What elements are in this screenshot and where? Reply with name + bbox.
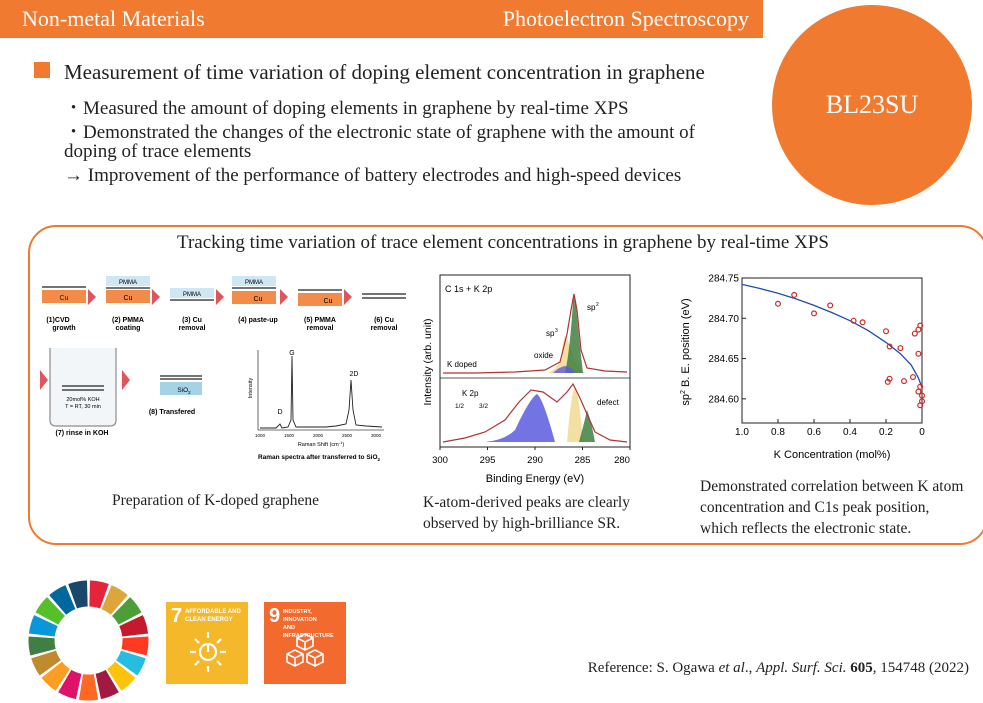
- svg-text:2500: 2500: [341, 433, 353, 438]
- step-4-label: (4) paste-up: [238, 317, 278, 324]
- beamline-label: BL23SU: [825, 90, 919, 119]
- raman-caption: Raman spectra after transferred to SiO$_2$: [257, 454, 381, 462]
- bullet-line-2: ・Demonstrated the changes of the electronic state of graphene with the amount of: [64, 122, 695, 143]
- svg-text:1/2: 1/2: [455, 403, 465, 410]
- chart-axes: [708, 274, 925, 439]
- cubes-icon: [282, 632, 328, 676]
- technique-title: Photoelectron Spectroscopy: [502, 6, 749, 31]
- reference-journal: Appl. Surf. Sci.: [756, 660, 847, 676]
- arrow-1: [88, 289, 96, 305]
- step-5-sample: [298, 290, 342, 306]
- section-title: Non-metal Materials: [22, 6, 205, 31]
- sdg-9-text-1: INDUSTRY, INNOVATION: [283, 609, 317, 623]
- y-tick-label: 284.70: [708, 313, 739, 325]
- preparation-schematic: [36, 270, 416, 470]
- xps-caption-1: K-atom-derived peaks are clearly: [423, 494, 630, 511]
- reference-rest: , 154748 (2022): [872, 660, 969, 676]
- step-3-sample: [170, 288, 214, 300]
- chart-caption-3: which reflects the electronic state.: [700, 520, 912, 537]
- sdg-7-text-1: AFFORDABLE AND: [185, 609, 241, 615]
- data-point: [828, 303, 833, 308]
- arrow-5: [344, 289, 352, 305]
- panel-title: Tracking time variation of trace element concentrations in graphene by real-time XPS: [177, 232, 829, 253]
- preparation-caption: Preparation of K-doped graphene: [112, 492, 320, 509]
- bullet-line-1: ・Measured the amount of doping elements in graphene by real-time XPS: [64, 98, 629, 119]
- k2p-label: K 2p: [462, 389, 479, 398]
- header-left-bar: [0, 0, 420, 38]
- arrow-7: [122, 370, 130, 390]
- concentration-chart: [672, 268, 942, 468]
- svg-text:290: 290: [527, 455, 543, 466]
- step-6-sample: [362, 294, 406, 298]
- step-3-label-2: removal: [178, 325, 206, 332]
- svg-text:G: G: [289, 350, 295, 357]
- data-point: [776, 301, 781, 306]
- data-point: [911, 375, 916, 380]
- svg-text:Intensity: Intensity: [248, 377, 254, 399]
- sp2-label: sp: [587, 303, 596, 312]
- step-8-sample: [160, 376, 202, 395]
- chart-caption-2: concentration and C1s peak position,: [700, 499, 930, 516]
- svg-text:PMMA: PMMA: [119, 280, 137, 286]
- x-tick-label: 0: [919, 427, 925, 438]
- y-tick-label: 284.65: [708, 354, 739, 366]
- svg-text:T = RT, 30 min: T = RT, 30 min: [65, 404, 101, 410]
- svg-text:3000: 3000: [370, 433, 382, 438]
- data-point: [792, 293, 797, 298]
- step-2-label: (2) PMMA: [112, 317, 144, 324]
- data-point: [884, 329, 889, 334]
- chart-caption-1: Demonstrated correlation between K atom: [700, 478, 964, 495]
- svg-text:295: 295: [479, 455, 496, 466]
- plot-frame: [742, 278, 922, 423]
- sp2-peak-fill: [565, 297, 583, 373]
- svg-text:Raman Shift (cm-1): Raman Shift $(cm^{-1})$: [297, 440, 345, 448]
- sdg-9-tile: [264, 602, 346, 684]
- svg-text:285: 285: [574, 455, 591, 466]
- svg-text:Cu: Cu: [253, 296, 263, 303]
- svg-text:20mol% KOH: 20mol% KOH: [66, 397, 100, 403]
- chart-x-label: K Concentration (mol%): [773, 449, 891, 461]
- x-tick-label: 1.0: [735, 427, 749, 438]
- y-tick-label: 284.75: [708, 273, 739, 285]
- sdg-9-number: 9: [269, 605, 281, 627]
- x-tick-label: 0.6: [807, 427, 821, 438]
- step-1-label-2: growth: [52, 325, 76, 332]
- svg-text:Cu: Cu: [323, 298, 333, 305]
- svg-text:1500: 1500: [283, 433, 295, 438]
- defect-label: defect: [597, 398, 619, 407]
- xps-y-label: Intensity (arb. unit): [422, 318, 434, 406]
- fit-curve: [742, 284, 922, 387]
- step-3-label: (3) Cu: [182, 317, 202, 324]
- reference: Reference: S. Ogawa et al., Appl. Surf. Sci. 605, 154748 (2022): [587, 660, 969, 676]
- arrow-6: [40, 370, 48, 390]
- x-tick-label: 0.2: [879, 427, 893, 438]
- step-2-sample: [106, 276, 150, 303]
- sdg-7-tile: [166, 602, 248, 684]
- step-2-label-2: coating: [115, 325, 141, 332]
- header-right-bar: [420, 0, 763, 38]
- step-8-label: (8) Transfered: [148, 409, 196, 416]
- heading-bullet-square: [34, 62, 50, 78]
- step-4-sample: [232, 276, 276, 304]
- step-1-label: (1)CVD: [46, 317, 70, 324]
- step-7-label: (7) rinse in KOH: [55, 430, 109, 437]
- data-point: [812, 311, 817, 316]
- svg-text:2D: 2D: [349, 371, 359, 378]
- reference-prefix: Reference: S. Ogawa: [587, 660, 719, 676]
- arrow-4: [280, 289, 288, 305]
- sdg-7-text-2: CLEAN ENERGY: [185, 617, 233, 623]
- fit-curve-line: [742, 284, 922, 387]
- svg-text:2: 2: [596, 302, 599, 308]
- step-5-label: (5) PMMA: [304, 317, 336, 324]
- bullet-line-3: doping of trace elements: [64, 141, 252, 162]
- data-point: [916, 389, 921, 394]
- reference-etal: et al: [718, 660, 745, 676]
- svg-text:PMMA: PMMA: [245, 280, 263, 286]
- step-5-label-2: removal: [306, 325, 334, 332]
- arrow-3: [216, 289, 224, 305]
- chart-y-label: $sp^2$ B. E. position (eV): [680, 298, 692, 406]
- data-point: [860, 320, 865, 325]
- svg-text:Cu: Cu: [123, 295, 133, 302]
- sdg-9-text-2: AND INFRASTRUCTURE: [283, 625, 334, 639]
- x-tick-label: 0.8: [771, 427, 785, 438]
- data-points: [776, 293, 925, 408]
- raman-spectrum: [248, 350, 384, 462]
- main-heading: Measurement of time variation of doping element concentration in graphene: [64, 60, 705, 84]
- oxide-label: oxide: [534, 351, 554, 360]
- svg-text:Cu: Cu: [59, 295, 69, 302]
- bullet-line-4: → Improvement of the performance of battery electrodes and high-speed devices: [64, 165, 682, 186]
- svg-text:3/2: 3/2: [479, 403, 489, 410]
- step-6-label: (6) Cu: [374, 317, 394, 324]
- sdg-7-number: 7: [171, 605, 183, 627]
- sdg-wheel-icon: [26, 578, 151, 703]
- svg-text:2000: 2000: [312, 433, 324, 438]
- svg-text:300: 300: [432, 455, 448, 466]
- sun-power-icon: [188, 630, 228, 674]
- xps-spectra: [415, 270, 640, 488]
- y-tick-label: 284.60: [708, 394, 739, 406]
- sdg-wheel-segment: [79, 674, 98, 700]
- svg-text:280: 280: [614, 455, 630, 466]
- x-tick-label: 0.4: [843, 427, 857, 438]
- step-6-label-2: removal: [370, 325, 398, 332]
- svg-text:D: D: [277, 409, 283, 416]
- svg-text:PMMA: PMMA: [183, 292, 201, 298]
- data-point: [912, 331, 917, 336]
- xps-x-ticks: [432, 447, 630, 466]
- svg-text:SiO2: SiO$_2$: [177, 387, 191, 395]
- k-doped-label: K doped: [447, 360, 477, 369]
- arrow-2: [152, 289, 160, 305]
- data-point: [916, 351, 921, 356]
- reference-volume: 605: [850, 660, 873, 676]
- data-point: [902, 379, 907, 384]
- svg-text:1000: 1000: [254, 433, 266, 438]
- step-1-sample: [42, 287, 86, 303]
- lower-sp3-fill: [567, 386, 583, 442]
- sp3-label: sp: [546, 329, 555, 338]
- svg-text:3: 3: [555, 328, 558, 334]
- koh-beaker: [50, 348, 116, 426]
- beamline-badge: [772, 5, 972, 205]
- xps-title: C 1s + K 2p: [445, 284, 493, 294]
- data-point: [898, 346, 903, 351]
- xps-caption-2: observed by high-brilliance SR.: [423, 515, 621, 532]
- xps-x-label: Binding Energy (eV): [485, 473, 585, 485]
